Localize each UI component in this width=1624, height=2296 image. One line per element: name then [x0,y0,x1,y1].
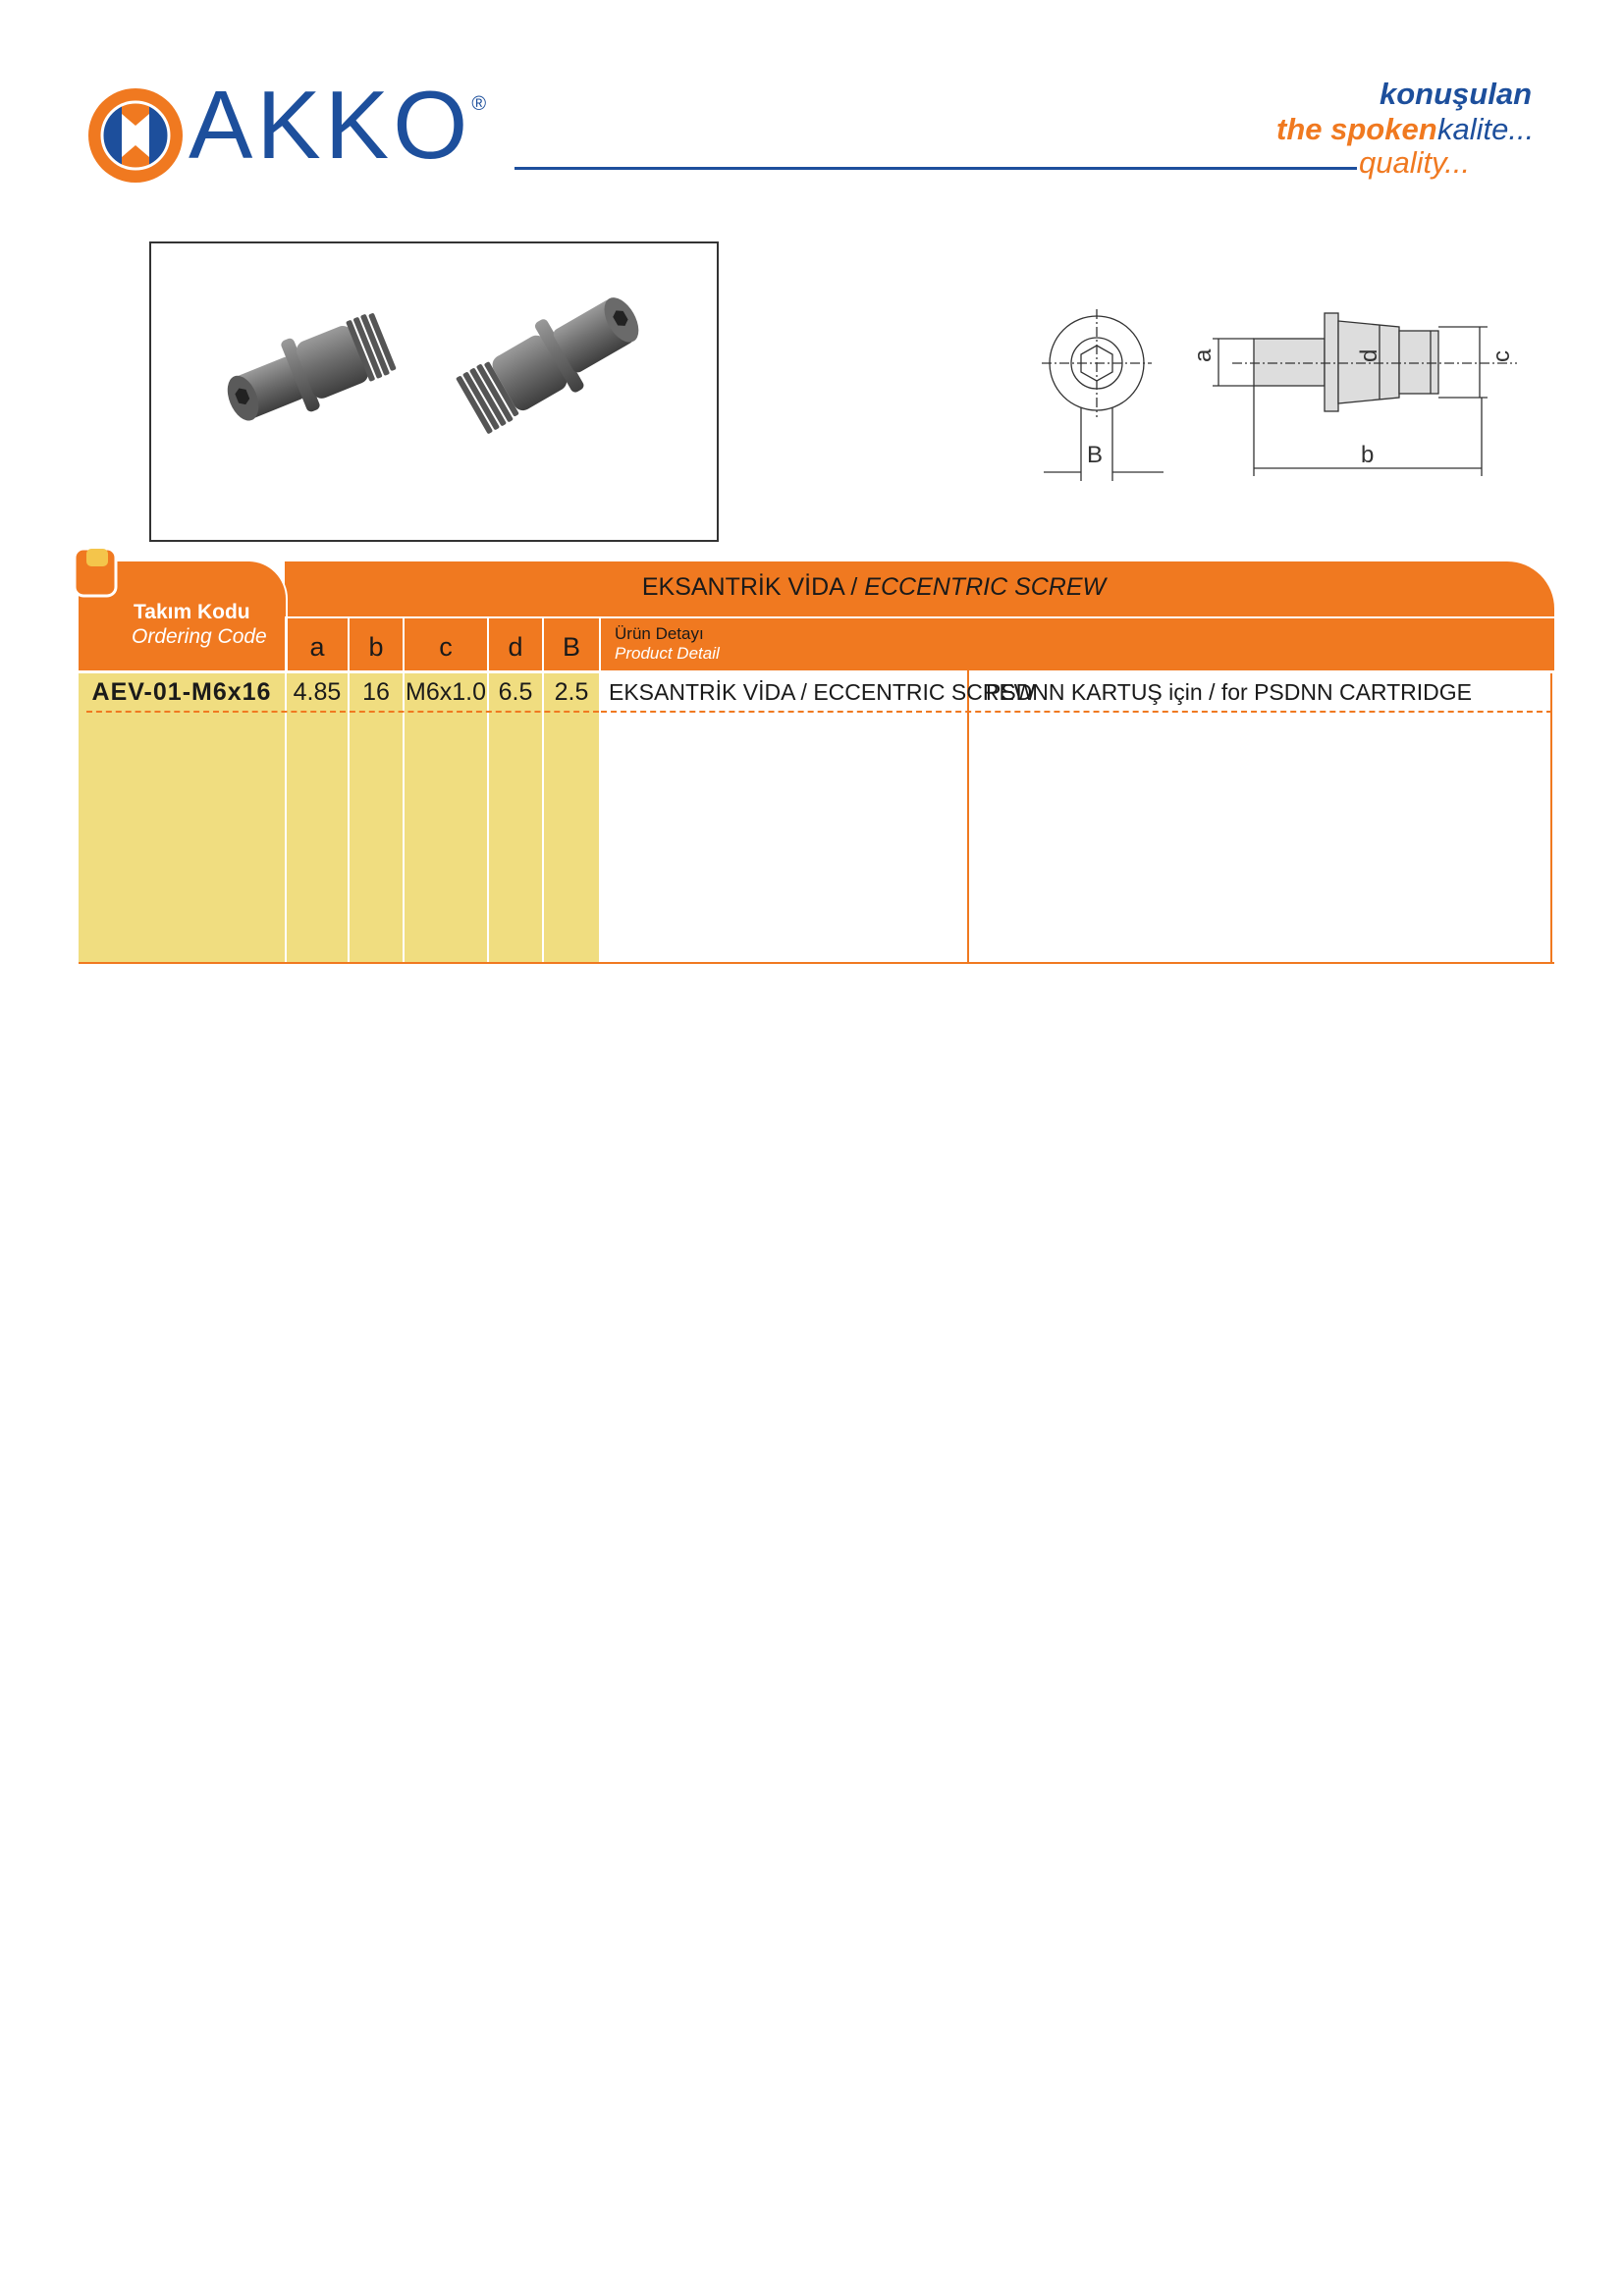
value-c: M6x1.0 [406,678,486,706]
slogan-line-3: quality... [1359,145,1471,180]
col-header-c: c [439,632,453,662]
body-col-divider [348,670,350,962]
value-B: 2.5 [554,678,589,706]
value-b: 16 [362,678,390,706]
product-detail-label: Ürün Detayı [615,624,704,643]
slogan-line-1: konuşulan [1379,77,1532,111]
slogan-line-2b: kalite... [1437,112,1535,146]
col-header-b: b [368,632,384,662]
body-col-divider [542,670,544,962]
body-col-divider [967,670,969,962]
table-bottom-border [79,962,1554,964]
product-note: PSDNN KARTUŞ için / for PSDNN CARTRIDGE [986,679,1473,705]
brand-name: AKKO® [189,71,487,179]
dim-label-d: d [1356,348,1382,362]
table-body-yellow [79,670,599,962]
col-divider [599,616,601,670]
row-dashed-separator [86,711,599,713]
table-title: EKSANTRİK VİDA / ECCENTRIC SCREW [641,573,1107,601]
ordering-code-label: Takım Kodu [134,601,250,623]
product-detail: EKSANTRİK VİDA / ECCENTRIC SCREW [609,679,1036,705]
col-header-a: a [309,632,325,662]
body-col-divider [487,670,489,962]
dim-label-c: c [1489,350,1515,362]
folder-tab-icon [73,547,118,598]
product-detail-label-en: Product Detail [615,644,720,663]
body-col-divider [403,670,405,962]
value-d: 6.5 [498,678,533,706]
akko-logo-icon [86,86,185,185]
dim-label-b: b [1361,442,1375,468]
product-photo-frame [149,241,719,542]
technical-drawing [1036,299,1537,501]
body-col-divider [285,670,287,962]
col-header-d: d [508,632,523,662]
col-header-B: B [562,632,580,662]
table-body-white [599,670,1552,962]
ordering-code-label-en: Ordering Code [132,625,267,648]
dim-label-B: B [1087,442,1104,468]
screw-photo [151,243,717,540]
header-body-separator [79,670,1554,673]
slogan-line-2a: the spoken [1276,112,1437,146]
ordering-code: AEV-01-M6x16 [91,678,272,706]
header-divider-line [285,616,1554,618]
row-dashed-separator [601,711,1552,713]
header-divider [514,167,1357,170]
dim-label-a: a [1190,348,1217,362]
value-a: 4.85 [293,678,342,706]
